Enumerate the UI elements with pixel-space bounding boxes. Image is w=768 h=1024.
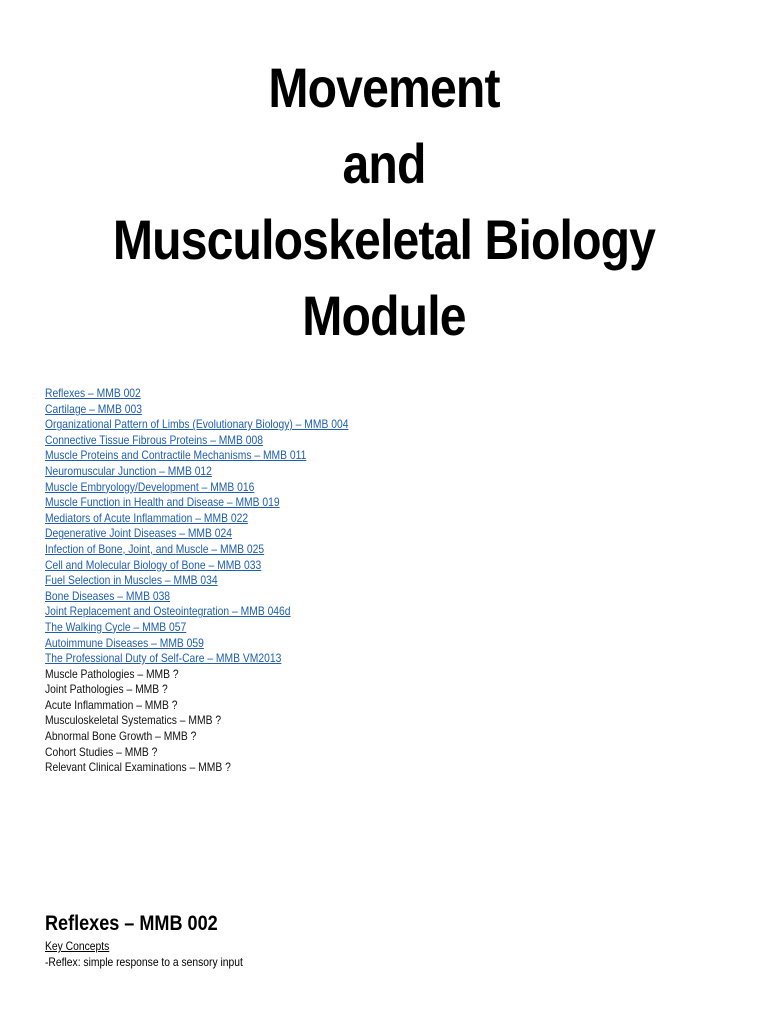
toc-item [45,480,647,496]
title-line-4: Module [302,284,466,347]
toc-item [45,589,647,605]
toc-link-joint-replacement[interactable]: Joint Replacement and Osteointegration – MMB 046d [45,604,291,619]
toc-item [45,433,647,449]
toc-item [45,713,647,729]
toc-link-walking-cycle[interactable]: The Walking Cycle – MMB 057 [45,619,187,634]
toc-item [45,620,647,636]
toc-entry-cohort-studies: Cohort Studies – MMB ? [45,744,158,759]
toc-item [45,542,647,558]
toc-link-bone-biology[interactable]: Cell and Molecular Biology of Bone – MMB 033 [45,557,262,572]
table-of-contents [45,386,745,776]
toc-entry-joint-pathologies: Joint Pathologies – MMB ? [45,682,168,697]
toc-item [45,526,647,542]
title-line-3: Musculoskeletal Biology [112,208,656,271]
toc-link-degenerative-joint[interactable]: Degenerative Joint Diseases – MMB 024 [45,526,233,541]
toc-item [45,417,647,433]
section-heading: Reflexes – MMB 002 [45,912,218,935]
toc-item [45,729,647,745]
document-title [0,50,768,354]
toc-link-muscle-proteins[interactable]: Muscle Proteins and Contractile Mechanisms – MMB 011 [45,448,307,463]
toc-item [45,464,647,480]
title-line-1: Movement [268,56,500,119]
toc-item [45,402,647,418]
toc-link-acute-inflammation-mediators[interactable]: Mediators of Acute Inflammation – MMB 022 [45,510,249,525]
toc-link-infection[interactable]: Infection of Bone, Joint, and Muscle – MMB 025 [45,541,265,556]
toc-item [45,745,647,761]
toc-link-self-care[interactable]: The Professional Duty of Self-Care – MMB VM2013 [45,651,282,666]
toc-link-limbs[interactable]: Organizational Pattern of Limbs (Evolutionary Biology) – MMB 004 [45,417,349,432]
toc-link-reflexes[interactable]: Reflexes – MMB 002 [45,386,141,400]
toc-item [45,604,647,620]
toc-item [45,760,647,776]
toc-item [45,495,647,511]
toc-item [45,386,647,402]
toc-item [45,511,647,527]
toc-link-autoimmune[interactable]: Autoimmune Diseases – MMB 059 [45,635,204,650]
toc-item [45,636,647,652]
toc-entry-systematics: Musculoskeletal Systematics – MMB ? [45,713,222,728]
toc-link-muscle-function[interactable]: Muscle Function in Health and Disease – MMB 019 [45,495,280,510]
toc-item [45,573,647,589]
section-body-text: -Reflex: simple response to a sensory input [45,955,243,969]
toc-link-muscle-embryology[interactable]: Muscle Embryology/Development – MMB 016 [45,479,255,494]
toc-link-fuel-selection[interactable]: Fuel Selection in Muscles – MMB 034 [45,573,218,588]
title-line-2: and [342,132,426,195]
toc-link-bone-diseases[interactable]: Bone Diseases – MMB 038 [45,588,171,603]
toc-link-cartilage[interactable]: Cartilage – MMB 003 [45,401,142,416]
toc-entry-muscle-pathologies: Muscle Pathologies – MMB ? [45,666,179,681]
toc-item [45,448,647,464]
toc-item [45,682,647,698]
toc-entry-abnormal-bone-growth: Abnormal Bone Growth – MMB ? [45,729,197,744]
toc-item [45,698,647,714]
section-subheading: Key Concepts [45,939,110,953]
toc-entry-clinical-exams: Relevant Clinical Examinations – MMB ? [45,760,231,775]
toc-link-neuromuscular-junction[interactable]: Neuromuscular Junction – MMB 012 [45,463,212,478]
toc-item [45,667,647,683]
toc-entry-acute-inflammation: Acute Inflammation – MMB ? [45,697,178,712]
toc-item [45,558,647,574]
toc-item [45,651,647,667]
toc-link-fibrous-proteins[interactable]: Connective Tissue Fibrous Proteins – MMB 008 [45,432,263,447]
